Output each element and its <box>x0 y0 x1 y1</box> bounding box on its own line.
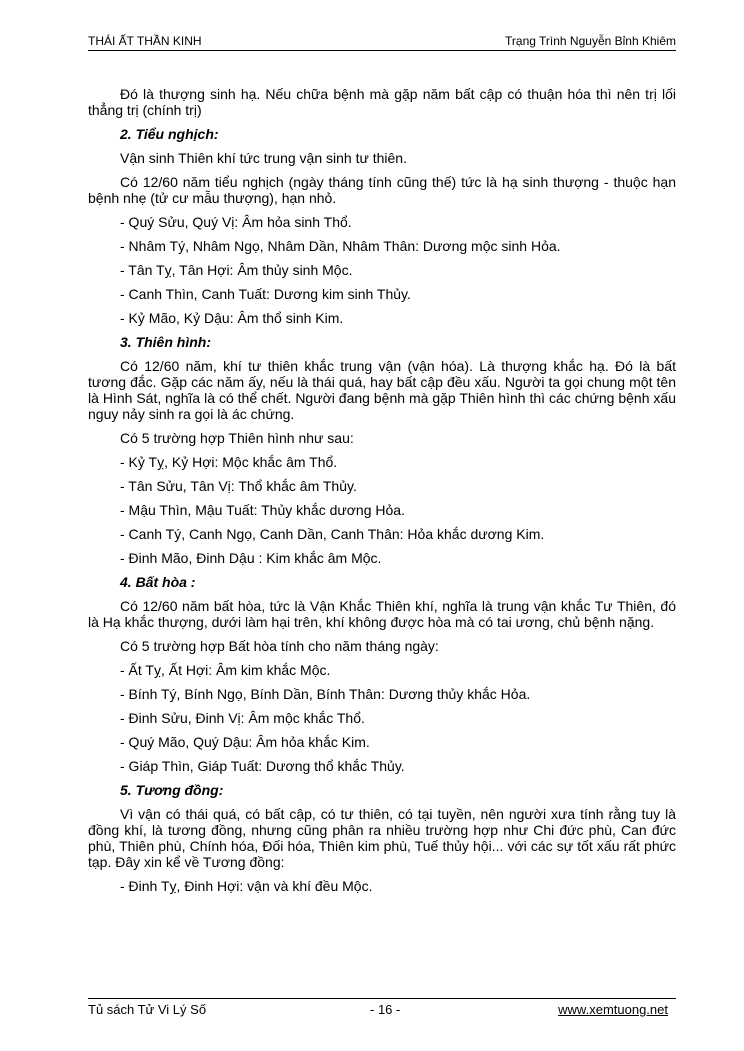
paragraph: Vận sinh Thiên khí tức trung vận sinh tư thiên. <box>120 150 407 166</box>
header-author: Trạng Trình Nguyễn Bỉnh Khiêm <box>505 34 676 48</box>
list-item: - Canh Tý, Canh Ngọ, Canh Dần, Canh Thân: Hỏa khắc dương Kim. <box>120 526 545 542</box>
footer-series: Tủ sách Tử Vi Lý Số <box>88 1002 207 1017</box>
list-item: - Tân Sửu, Tân Vị: Thổ khắc âm Thủy. <box>120 478 357 494</box>
paragraph: Vì vận có thái quá, có bất cập, có tư thiên, có tại tuyền, nên người xưa tính rằng tuy là đồng khí, là tương đồng, nhưng cũng phân ra nhiều trường hợp như Chi đức phù, Can đức phù, Thiên phù, Chính hóa, Đối hóa, Thiên kim phù, Tuế thủy hội... với các sự tốt xấu rất phức tạp. Đây xin kể về Tương đồng: <box>88 806 676 870</box>
section-heading: 2. Tiểu nghịch: <box>120 126 219 142</box>
list-item: - Quý Mão, Quý Dậu: Âm hỏa khắc Kim. <box>120 734 370 750</box>
list-item: - Giáp Thìn, Giáp Tuất: Dương thổ khắc Thủy. <box>120 758 405 774</box>
paragraph: Có 12/60 năm, khí tư thiên khắc trung vận (vận hóa). Là thượng khắc hạ. Đó là bất tương đắc. Gặp các năm ấy, nếu là thái quá, hay bất cập đều xấu. Người ta gọi chung một tên là Hình Sát, nghĩa là có thể chết. Người đang bệnh mà gặp Thiên hình thì các chứng bệnh xấu nguy nảy sinh ra gọi là ác chứng. <box>88 358 676 422</box>
page-header <box>88 32 676 51</box>
header-book-title: THÁI ẤT THẦN KINH <box>88 34 202 48</box>
paragraph: Đó là thượng sinh hạ. Nếu chữa bệnh mà gặp năm bất cập có thuận hóa thì nên trị lối thẳng trị (chính trị) <box>88 86 676 118</box>
list-item: - Đinh Mão, Đinh Dậu : Kim khắc âm Mộc. <box>120 550 382 566</box>
section-heading: 3. Thiên hình: <box>120 334 211 350</box>
list-item: - Đinh Sửu, Đinh Vị: Âm mộc khắc Thổ. <box>120 710 365 726</box>
page-number: - 16 - <box>370 1002 401 1017</box>
footer-website-link[interactable]: www.xemtuong.net <box>558 1002 668 1017</box>
list-item: - Kỷ Mão, Kỷ Dậu: Âm thổ sinh Kim. <box>120 310 344 326</box>
paragraph: Có 5 trường hợp Thiên hình như sau: <box>120 430 354 446</box>
paragraph: Có 12/60 năm bất hòa, tức là Vận Khắc Thiên khí, nghĩa là trung vận khắc Tư Thiên, đó là Hạ khắc thượng, dưới làm hại trên, khí không được hòa mà có tai ương, chủ bệnh nặng. <box>88 598 676 630</box>
list-item: - Quý Sửu, Quý Vị: Âm hỏa sinh Thổ. <box>120 214 352 230</box>
list-item: - Mậu Thìn, Mậu Tuất: Thủy khắc dương Hỏa. <box>120 502 405 518</box>
list-item: - Nhâm Tý, Nhâm Ngọ, Nhâm Dần, Nhâm Thân: Dương mộc sinh Hỏa. <box>120 238 561 254</box>
list-item: - Kỷ Tỵ, Kỷ Hợi: Mộc khắc âm Thổ. <box>120 454 338 470</box>
paragraph: Có 5 trường hợp Bất hòa tính cho năm tháng ngày: <box>120 638 439 654</box>
list-item: - Bính Tý, Bính Ngọ, Bính Dần, Bính Thân: Dương thủy khắc Hỏa. <box>120 686 531 702</box>
list-item: - Tân Tỵ, Tân Hợi: Âm thủy sinh Mộc. <box>120 262 353 278</box>
section-heading: 4. Bất hòa : <box>120 574 196 590</box>
section-heading: 5. Tương đồng: <box>120 782 224 798</box>
page-footer <box>88 998 676 1017</box>
list-item: - Canh Thìn, Canh Tuất: Dương kim sinh Thủy. <box>120 286 411 302</box>
page-body <box>88 86 676 894</box>
list-item: - Đinh Tỵ, Đinh Hợi: vận và khí đều Mộc. <box>120 878 373 894</box>
list-item: - Ất Tỵ, Ất Hợi: Âm kim khắc Mộc. <box>120 662 331 678</box>
paragraph: Có 12/60 năm tiểu nghịch (ngày tháng tính cũng thế) tức là hạ sinh thượng - thuộc hạn bệnh nhẹ (tử cư mẫu thượng), hạn nhỏ. <box>88 174 676 206</box>
